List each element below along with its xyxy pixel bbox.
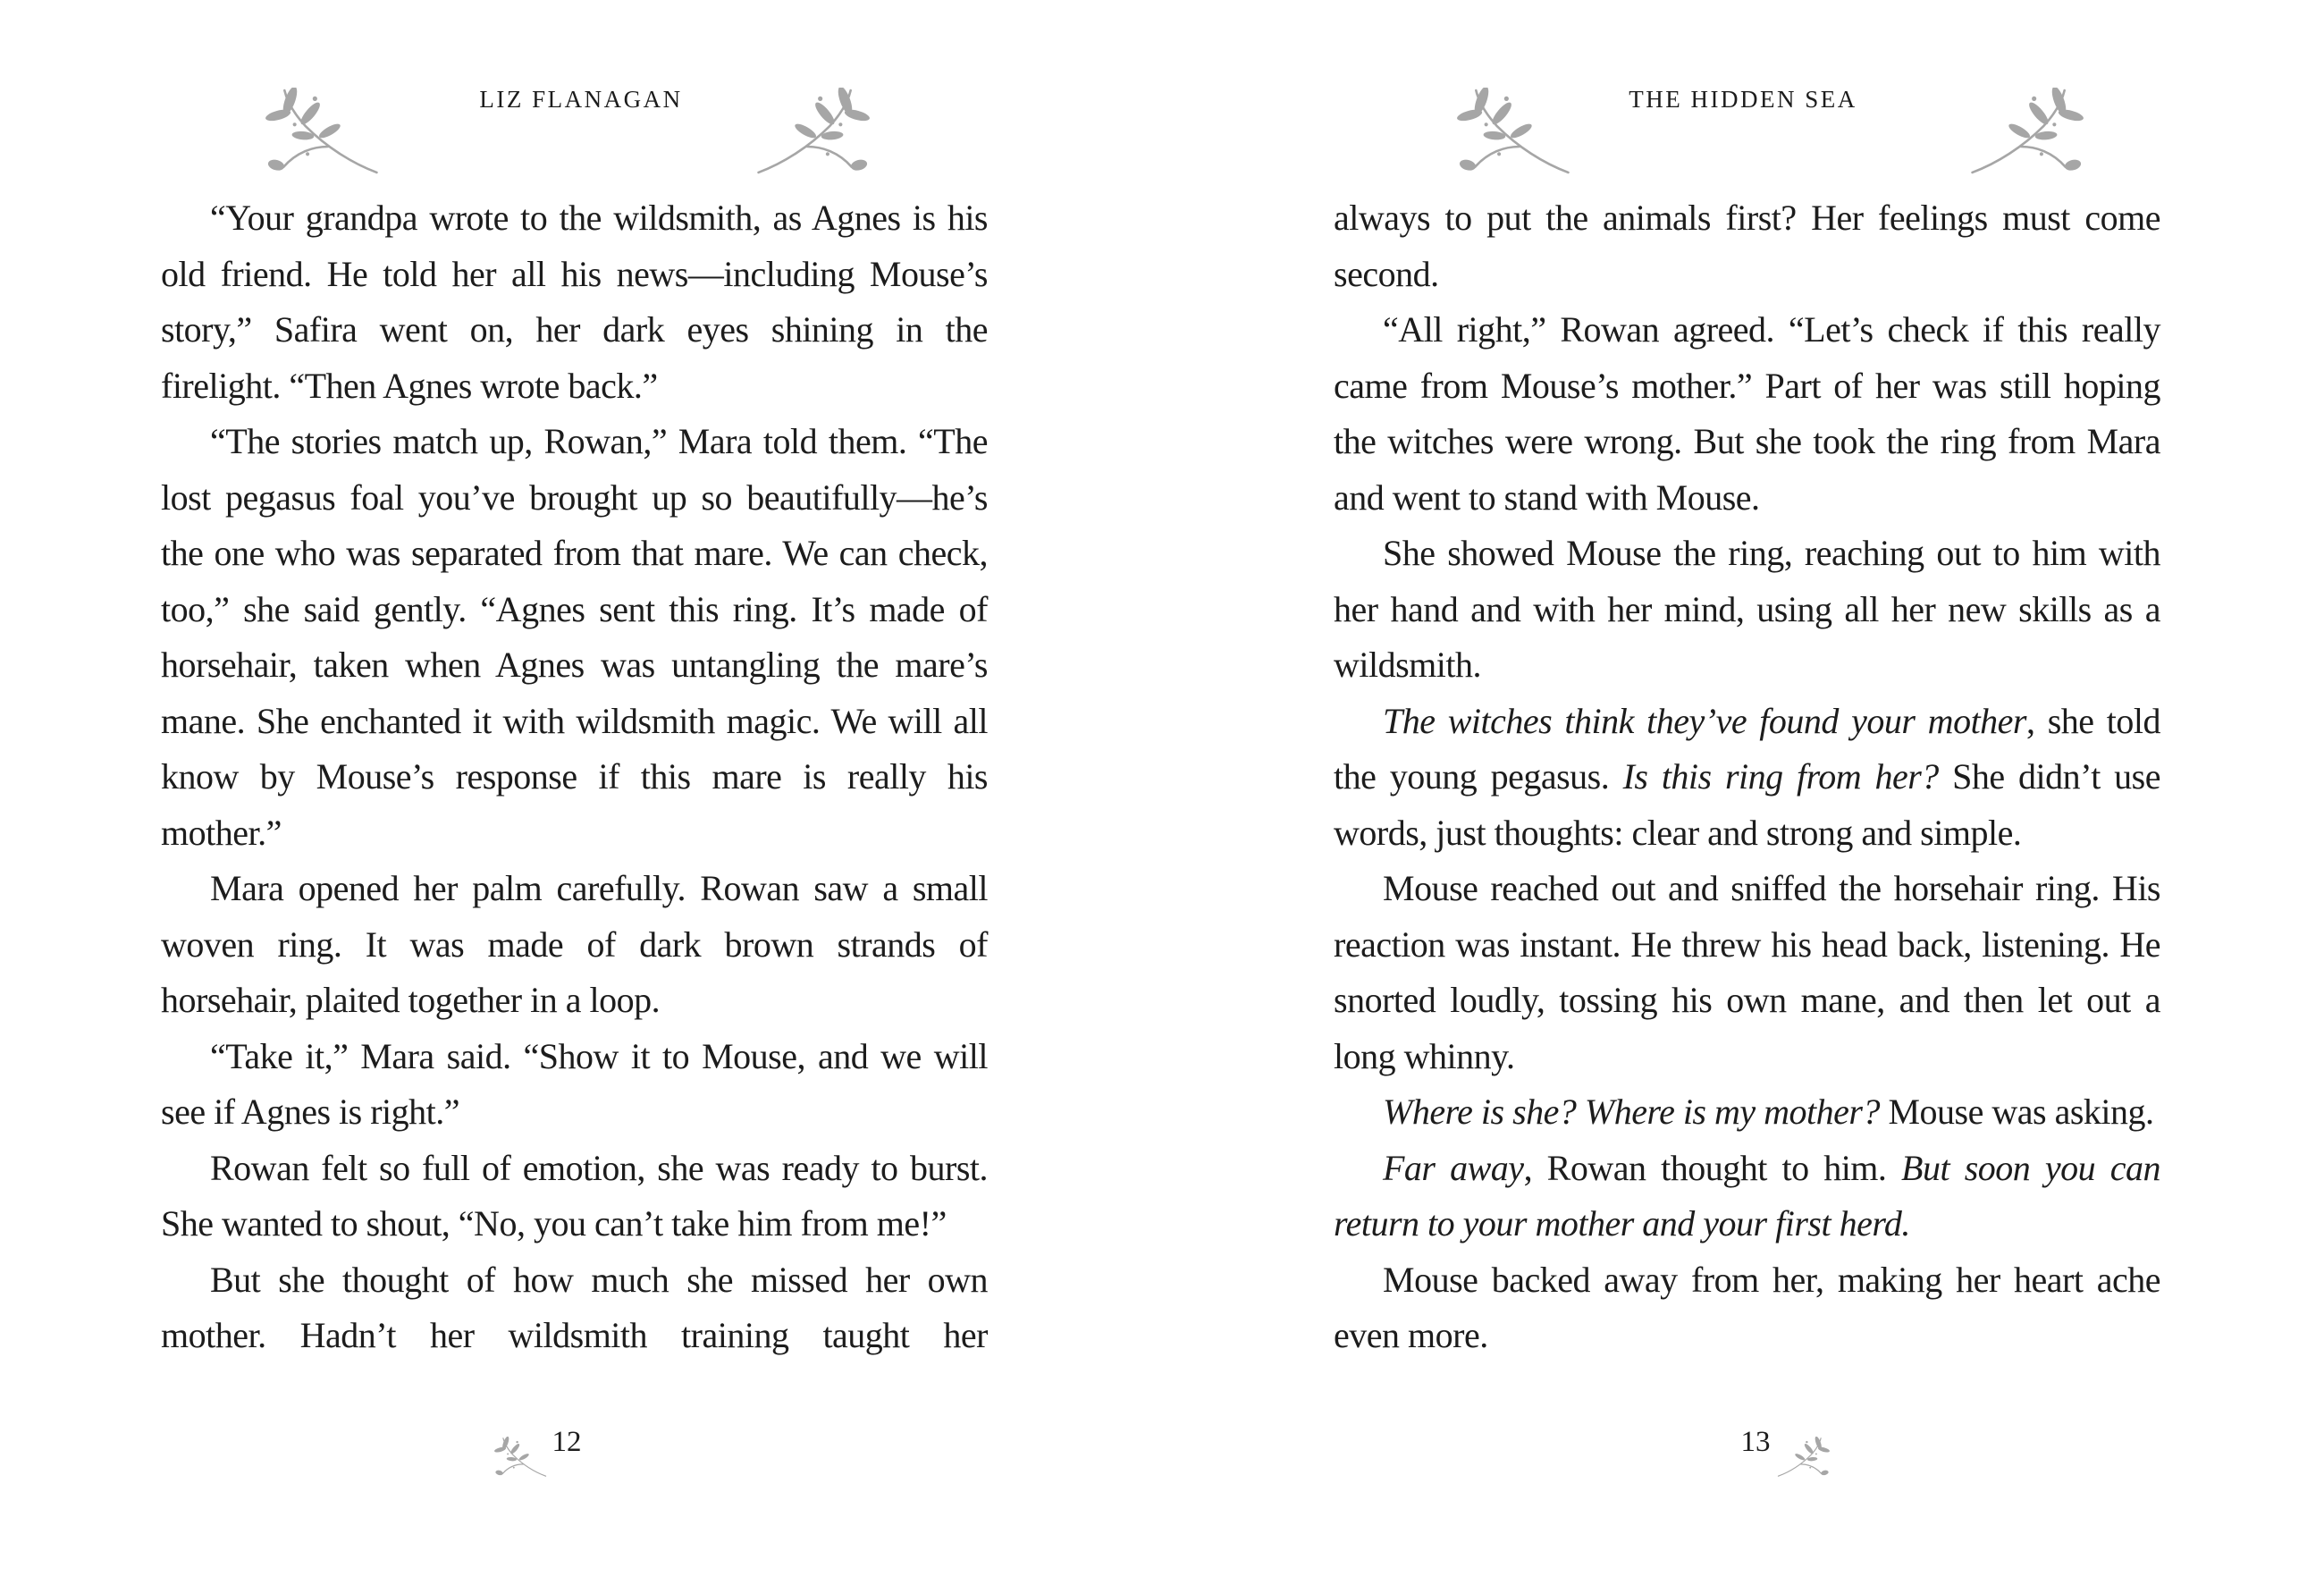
left-page-number: 12 (552, 1426, 582, 1458)
leaf-sprig-ornament (1777, 1437, 1832, 1478)
italic-text-run: The witches think they’ve found your mother (1383, 700, 2026, 741)
leaf-branch-ornament (751, 88, 880, 175)
text-run: Mouse was asking. (1879, 1092, 2154, 1132)
text-run: , Rowan thought to him. (1523, 1147, 1902, 1188)
right-page-text (1334, 190, 2160, 1364)
paragraph (1334, 1084, 2160, 1141)
paragraph (161, 1141, 988, 1252)
paragraph (1334, 861, 2160, 1084)
text-run: “All right,” Rowan agreed. “Let’s check if this really came from Mouse’s mother.” Part of her was still hoping the witches were wrong. But she took the ring from Mara and went to stand with Mouse. (1334, 309, 2160, 518)
text-run: always to put the animals first? Her feelings must come second. (1334, 198, 2160, 294)
italic-text-run: Far away (1383, 1147, 1524, 1188)
text-run: Mouse reached out and sniffed the horsehair ring. His reaction was instant. He threw his head back, listening. He snorted loudly, tossing his own mane, and then let out a long whinny. (1334, 868, 2160, 1076)
leaf-branch-ornament (1965, 88, 2094, 175)
right-page (1162, 0, 2324, 1585)
paragraph (1334, 526, 2160, 694)
italic-text-run: But soon you can return to your mother and your first herd. (1334, 1147, 2161, 1244)
paragraph (1334, 1141, 2160, 1252)
paragraph (1334, 1252, 2160, 1364)
paragraph (161, 861, 988, 1029)
running-head-title: THE HIDDEN SEA (1629, 86, 1857, 113)
text-run: , she told the young pegasus. (1334, 700, 2160, 797)
text-run: Mouse backed away from her, making her heart ache even more. (1334, 1259, 2160, 1355)
leaf-sprig-ornament (492, 1437, 547, 1478)
text-run: “The stories match up, Rowan,” Mara told them. “The lost pegasus foal you’ve brought up so beautifully—he’s the one who was separated from that mare. We can check, too,” she said gently. “Agnes sent this ring. It’s made of horsehair, taken when Agnes was untangling the mare’s mane. She enchanted it with wildsmith magic. We will all know by Mouse’s response if this mare is really his mother.” (161, 421, 988, 853)
text-run: “Take it,” Mara said. “Show it to Mouse, and we will see if Agnes is right.” (161, 1035, 988, 1132)
text-run: Rowan felt so full of emotion, she was ready to burst. She wanted to shout, “No, you can’t take him from me!” (161, 1147, 988, 1244)
paragraph (161, 1252, 988, 1364)
paragraph (161, 190, 988, 414)
paragraph (161, 1029, 988, 1141)
text-run: Mara opened her palm carefully. Rowan saw a small woven ring. It was made of dark brown strands of horsehair, plaited together in a loop. (161, 868, 988, 1020)
left-page-text (161, 190, 988, 1364)
paragraph (1334, 190, 2160, 302)
italic-text-run: Is this ring from her? (1622, 756, 1939, 797)
text-run: She showed Mouse the ring, reaching out to him with her hand and with her mind, using all her new skills as a wildsmith. (1334, 533, 2160, 685)
text-run: She didn’t use words, just thoughts: clear and strong and simple. (1334, 756, 2160, 853)
paragraph (1334, 694, 2160, 862)
running-head-author: LIZ FLANAGAN (479, 86, 683, 113)
italic-text-run: Where is she? Where is my mother? (1383, 1092, 1880, 1132)
right-page-number: 13 (1740, 1426, 1771, 1458)
paragraph (1334, 302, 2160, 526)
text-run: “Your grandpa wrote to the wildsmith, as Agnes is his old friend. He told her all his news—including Mouse’s story,” Safira went on, her dark eyes shining in the firelight. “Then Agnes wrote back.” (161, 198, 988, 406)
paragraph (161, 414, 988, 861)
text-run: But she thought of how much she missed her own mother. Hadn’t her wildsmith training taught her (161, 1259, 988, 1355)
